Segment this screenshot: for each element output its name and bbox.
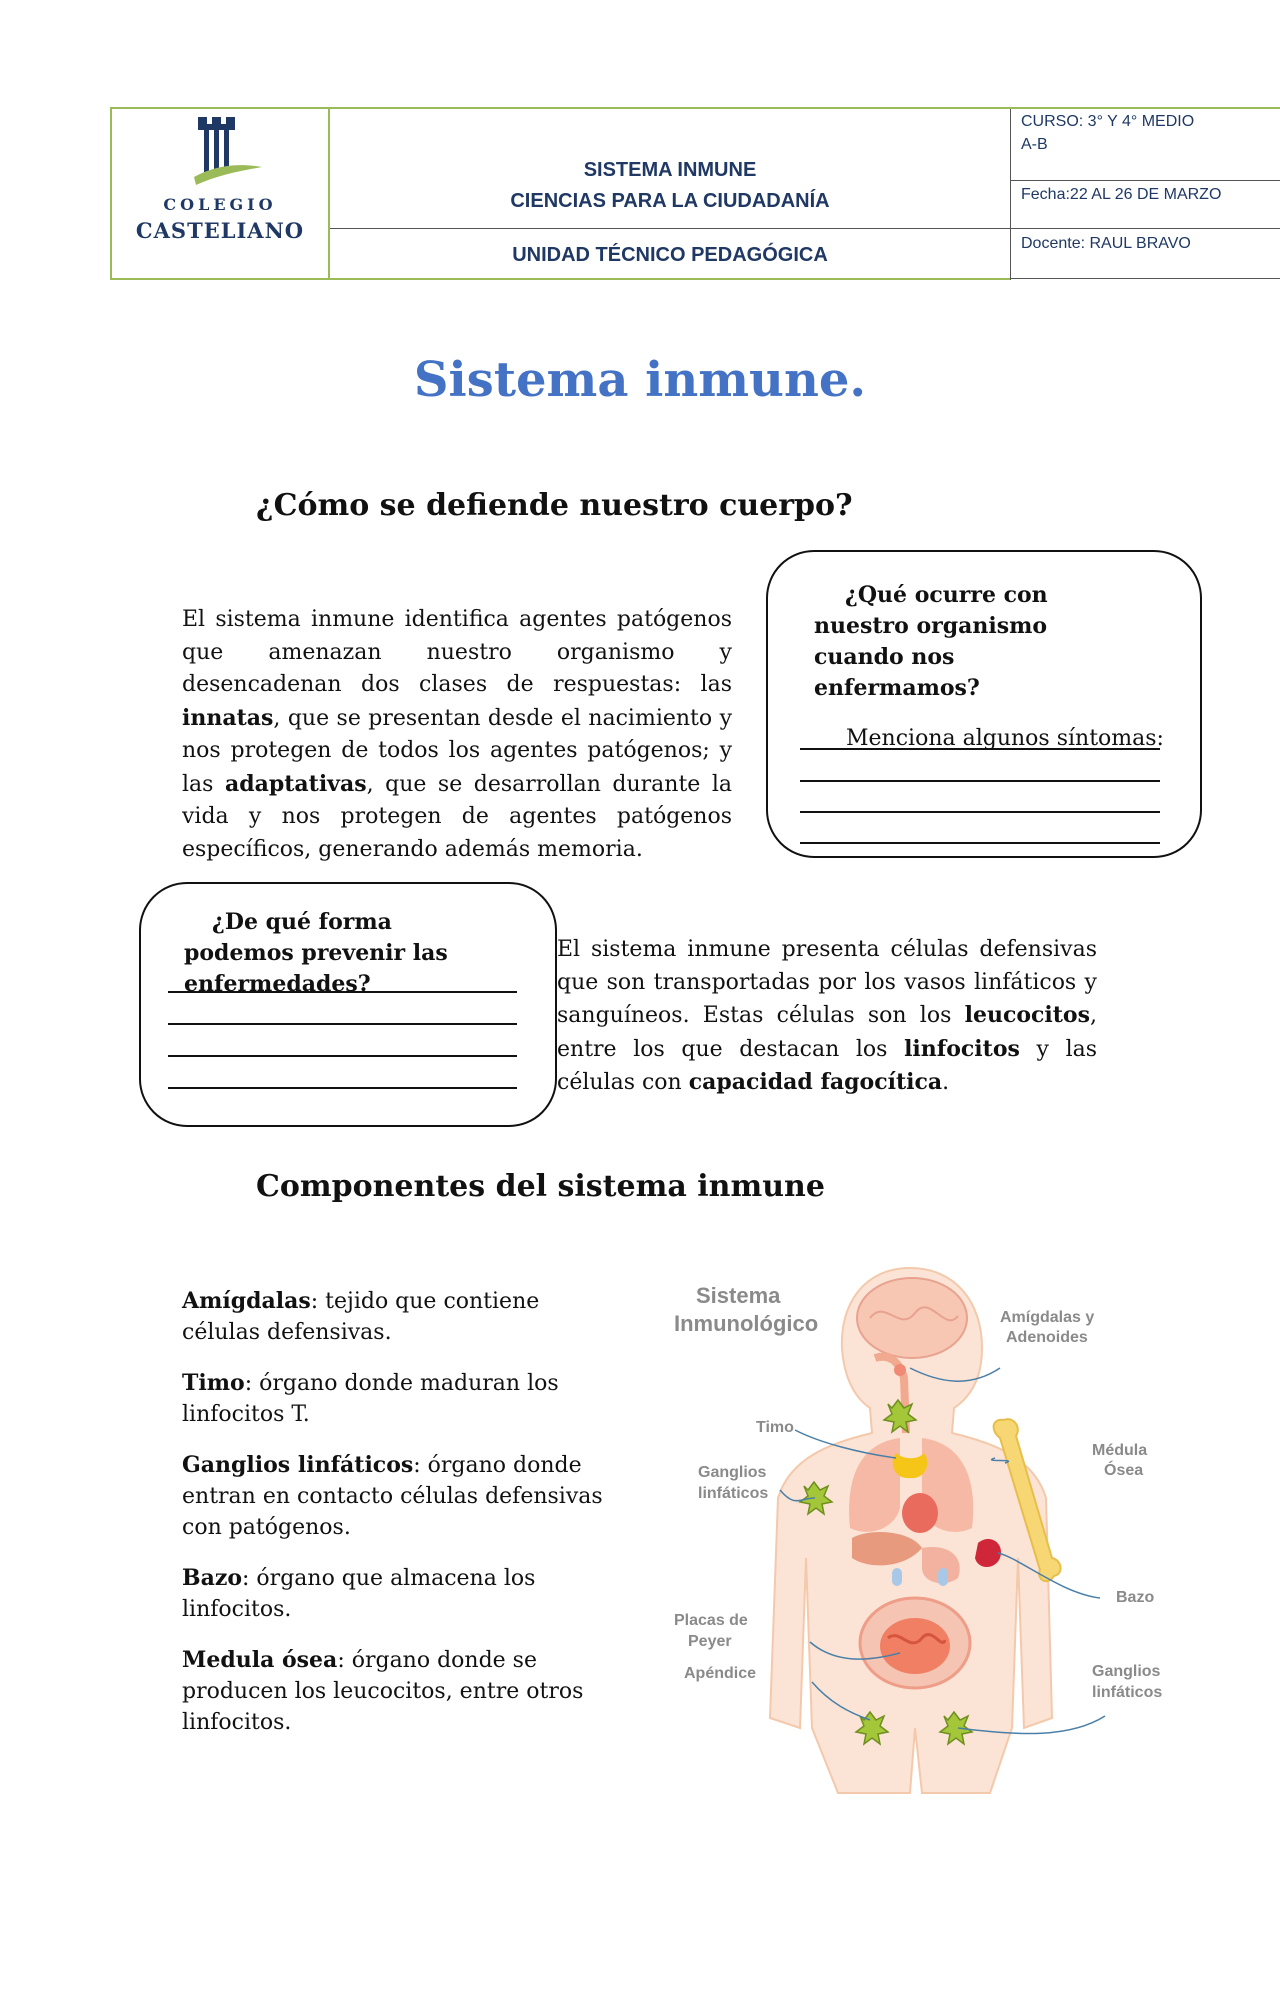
header-unit: UNIDAD TÉCNICO PEDAGÓGICA <box>512 244 828 266</box>
label-amigdalas-l2: Adenoides <box>1006 1329 1088 1346</box>
answer-line[interactable] <box>168 991 517 993</box>
label-bazo: Bazo <box>1116 1589 1155 1606</box>
section1-heading: ¿Cómo se defiende nuestro cuerpo? <box>256 488 853 523</box>
component-item <box>182 1450 622 1543</box>
label-ganglios2-l2: linfáticos <box>1092 1684 1163 1701</box>
label-medula-l2: Ósea <box>1104 1462 1144 1479</box>
page-title: Sistema inmune. <box>413 352 867 408</box>
kidney <box>938 1568 948 1586</box>
bubble2-question-l3: enfermedades? <box>184 971 371 997</box>
immune-system-diagram <box>660 1258 1200 1798</box>
header-divider <box>1010 228 1280 229</box>
label-timo: Timo <box>756 1419 794 1436</box>
school-name-line2: CASTELIANO <box>135 218 305 243</box>
component-term: Amígdalas <box>182 1288 311 1314</box>
paragraph-text: , que se desarrollan durante la vida y nos protegen de agentes patógenos específicos, generando además memoria. <box>182 771 732 862</box>
answer-line[interactable] <box>168 1023 517 1025</box>
brain <box>857 1278 967 1358</box>
component-item <box>182 1286 622 1348</box>
label-medula-l1: Médula <box>1092 1442 1148 1459</box>
header-subject-title: SISTEMA INMUNE <box>583 159 757 181</box>
term-adaptativas: adaptativas <box>224 770 367 797</box>
header-divider <box>1010 107 1280 109</box>
header-course-title: CIENCIAS PARA LA CIUDADANÍA <box>510 190 830 212</box>
component-desc: : órgano que almacena los linfocitos. <box>182 1566 536 1622</box>
bubble1-question-l4: enfermamos? <box>814 675 980 701</box>
header-curso-sections: A-B <box>1021 136 1048 153</box>
answer-line[interactable] <box>168 1087 517 1089</box>
term-innatas: innatas <box>182 704 274 731</box>
header-docente: Docente: RAUL BRAVO <box>1021 235 1191 252</box>
label-ganglios-l2: linfáticos <box>698 1485 769 1502</box>
bubble1-question-l2: nuestro organismo <box>814 613 1048 639</box>
answer-line[interactable] <box>168 1055 517 1057</box>
castle-tower-icon <box>190 115 270 197</box>
header-divider <box>1010 180 1280 181</box>
component-term: Medula ósea <box>182 1647 338 1673</box>
bubble2-question-l2: podemos prevenir las <box>184 940 448 966</box>
paragraph-text: , que se presentan desde el nacimiento y nos protegen de todos los agentes patógenos; y las <box>182 705 732 797</box>
bubble1-question-l3: cuando nos <box>814 644 955 670</box>
component-desc: : tejido que contiene células defensivas. <box>182 1289 540 1345</box>
bubble1-question-l1: ¿Qué ocurre con <box>845 582 1048 608</box>
tonsil <box>894 1364 906 1376</box>
components-heading: Componentes del sistema inmune <box>256 1169 825 1204</box>
paragraph-text: . <box>942 1070 950 1095</box>
component-term: Bazo <box>182 1565 243 1591</box>
component-item <box>182 1563 622 1625</box>
component-desc: : órgano donde entran en contacto células defensivas con patógenos. <box>182 1453 603 1540</box>
paragraph-text: El sistema inmune identifica agentes patógenos que amenazan nuestro organismo y desencadenan dos clases de respuestas: las <box>182 607 732 697</box>
header-divider <box>1010 278 1280 279</box>
component-term: Timo <box>182 1370 245 1396</box>
kidney <box>892 1568 902 1586</box>
component-item <box>182 1645 622 1738</box>
header-divider <box>330 228 1010 229</box>
bubble1-prompt: Menciona algunos síntomas: <box>846 726 1164 751</box>
diagram-title-l2: Inmunológico <box>674 1311 819 1336</box>
term-linfocitos: linfocitos <box>904 1035 1020 1062</box>
component-desc: : órgano donde maduran los linfocitos T. <box>182 1371 559 1427</box>
components-list <box>182 1286 622 1758</box>
diagram-title-l1: Sistema <box>696 1283 781 1308</box>
header-curso: CURSO: 3° Y 4° MEDIO <box>1021 113 1195 130</box>
component-item <box>182 1368 622 1430</box>
label-ganglios-l1: Ganglios <box>698 1464 767 1481</box>
section1-paragraph <box>182 604 732 866</box>
bubble2-question-l1: ¿De qué forma <box>212 909 392 935</box>
label-placas-l1: Placas de <box>674 1612 748 1629</box>
heart <box>902 1493 938 1533</box>
label-ganglios2-l1: Ganglios <box>1092 1663 1161 1680</box>
answer-line[interactable] <box>800 780 1160 782</box>
label-amigdalas-l1: Amígdalas y <box>1000 1309 1095 1326</box>
header-fecha: Fecha:22 AL 26 DE MARZO <box>1021 186 1222 203</box>
section2-paragraph <box>557 934 1097 1100</box>
answer-line[interactable] <box>800 748 1160 750</box>
component-term: Ganglios linfáticos <box>182 1452 414 1478</box>
school-name-line1: COLEGIO <box>163 195 277 214</box>
small-intestine <box>880 1618 950 1674</box>
paragraph-text: , entre los que destacan los <box>557 1003 1097 1062</box>
answer-line[interactable] <box>800 811 1160 813</box>
paragraph-text: y las células con <box>557 1036 1098 1095</box>
paragraph-text: El sistema inmune presenta células defensivas que son transportadas por los vasos linfáticos y sanguíneos. Estas células son los <box>557 937 1097 1028</box>
label-placas-l2: Peyer <box>688 1633 732 1650</box>
component-desc: : órgano donde se producen los leucocitos, entre otros linfocitos. <box>182 1648 584 1735</box>
term-fagocitica: capacidad fagocítica <box>688 1069 943 1095</box>
label-apendice: Apéndice <box>684 1665 757 1682</box>
answer-line[interactable] <box>800 842 1160 844</box>
term-leucocitos: leucocitos <box>964 1002 1090 1028</box>
